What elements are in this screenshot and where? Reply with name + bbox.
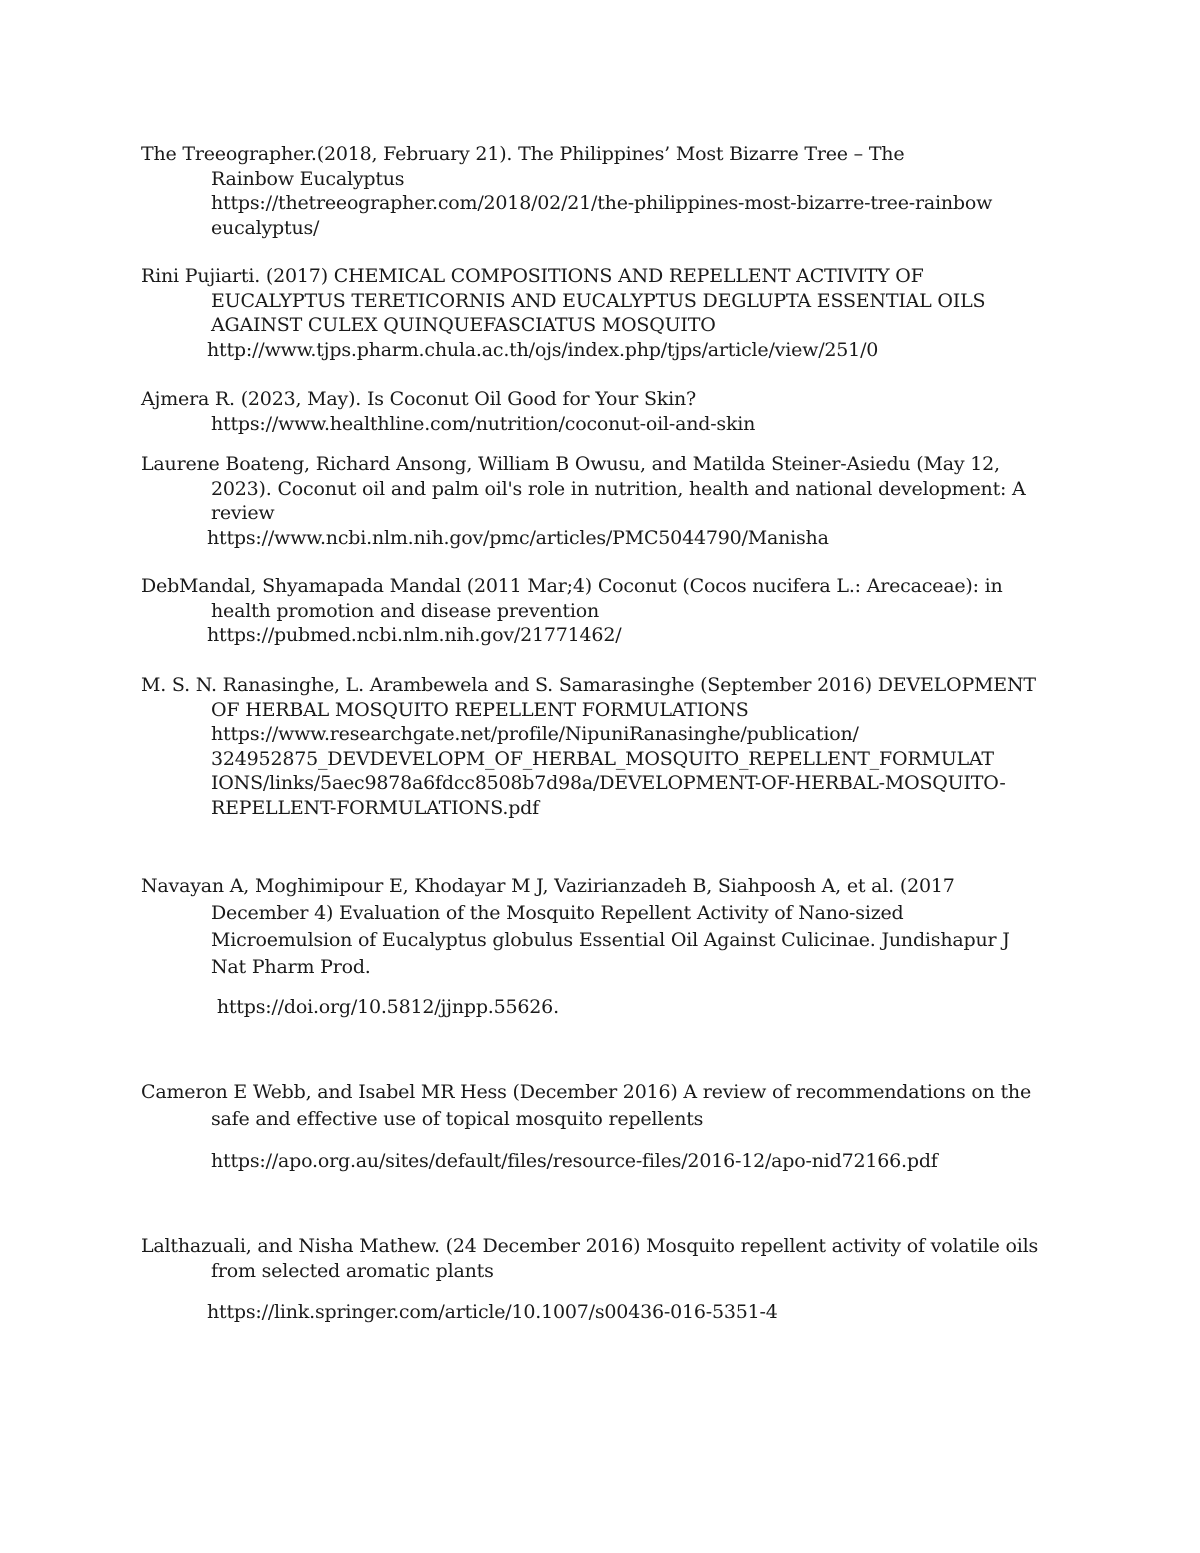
reference-url[interactable]: https://www.researchgate.net/profile/NipuniRanasinghe/publication/ — [211, 723, 859, 745]
reference-text-line: Lalthazuali, and Nisha Mathew. (24 December 2016) Mosquito repellent activity of volatile oils — [141, 1235, 1039, 1257]
reference-url[interactable]: https://link.springer.com/article/10.1007/s00436-016-5351-4 — [207, 1301, 778, 1323]
reference-entry — [141, 1234, 1061, 1325]
reference-text-line: Navayan A, Moghimipour E, Khodayar M J, Vazirianzadeh B, Siahpoosh A, et al. (2017 — [141, 875, 955, 897]
reference-url[interactable]: https://pubmed.ncbi.nlm.nih.gov/21771462/ — [207, 624, 622, 646]
reference-entry — [141, 142, 1061, 240]
reference-url[interactable]: REPELLENT-FORMULATIONS.pdf — [211, 796, 539, 819]
reference-text-line: OF HERBAL MOSQUITO REPELLENT FORMULATIONS — [211, 698, 749, 721]
reference-entry — [141, 264, 1061, 362]
reference-url[interactable]: 324952875_DEVDEVELOPM_OF_HERBAL_MOSQUITO_REPELLENT_FORMULAT — [211, 747, 994, 770]
reference-text-line: safe and effective use of topical mosquito repellents — [211, 1108, 704, 1130]
reference-text-line: Laurene Boateng, Richard Ansong, William B Owusu, and Matilda Steiner-Asiedu (May 12, — [141, 453, 1000, 475]
reference-url[interactable]: https://apo.org.au/sites/default/files/resource-files/2016-12/apo-nid72166.pdf — [211, 1150, 938, 1172]
reference-text-line: The Treeographer.(2018, February 21). The Philippines’ Most Bizarre Tree – The — [141, 143, 905, 165]
reference-text-line: Ajmera R. (2023, May). Is Coconut Oil Good for Your Skin? — [141, 388, 697, 410]
reference-text-line: Rini Pujiarti. (2017) CHEMICAL COMPOSITIONS AND REPELLENT ACTIVITY OF — [141, 265, 924, 287]
reference-text-line: 2023). Coconut oil and palm oil's role in nutrition, health and national development: A — [211, 477, 1026, 500]
reference-text-line: Rainbow Eucalyptus — [211, 167, 405, 190]
reference-text-line: M. S. N. Ranasinghe, L. Arambewela and S. Samarasinghe (September 2016) DEVELOPMENT — [141, 674, 1036, 696]
reference-text-line: EUCALYPTUS TERETICORNIS AND EUCALYPTUS DEGLUPTA ESSENTIAL OILS — [211, 289, 986, 312]
reference-text-line: December 4) Evaluation of the Mosquito Repellent Activity of Nano-sized — [211, 902, 904, 924]
reference-entry — [141, 574, 1061, 648]
reference-text-line: Nat Pharm Prod. — [211, 956, 371, 978]
reference-entry — [141, 873, 1061, 1020]
reference-entry — [141, 673, 1061, 820]
reference-entry — [141, 452, 1061, 550]
reference-text-line: health promotion and disease prevention — [211, 599, 600, 622]
reference-url[interactable]: https://doi.org/10.5812/jjnpp.55626. — [211, 996, 559, 1018]
reference-text-line: review — [211, 502, 275, 524]
reference-text-line: AGAINST CULEX QUINQUEFASCIATUS MOSQUITO — [211, 314, 716, 336]
reference-url[interactable]: https://www.ncbi.nlm.nih.gov/pmc/articles/PMC5044790/Manisha — [207, 526, 829, 549]
reference-url[interactable]: eucalyptus/ — [211, 216, 320, 239]
reference-text-line: Cameron E Webb, and Isabel MR Hess (December 2016) A review of recommendations on the — [141, 1081, 1031, 1103]
reference-text-line: DebMandal, Shyamapada Mandal (2011 Mar;4) Coconut (Cocos nucifera L.: Arecaceae): in — [141, 575, 1003, 597]
reference-entry — [141, 1079, 1061, 1174]
reference-url[interactable]: https://thetreeographer.com/2018/02/21/the-philippines-most-bizarre-tree-rainbow — [211, 192, 993, 214]
reference-url[interactable]: IONS/links/5aec9878a6fdcc8508b7d98a/DEVELOPMENT-OF-HERBAL-MOSQUITO- — [211, 772, 1006, 794]
reference-text-line: from selected aromatic plants — [211, 1259, 494, 1282]
reference-url[interactable]: http://www.tjps.pharm.chula.ac.th/ojs/index.php/tjps/article/view/251/0 — [207, 338, 879, 361]
reference-text-line: Microemulsion of Eucalyptus globulus Essential Oil Against Culicinae. Jundishapur J — [211, 929, 1010, 951]
reference-url[interactable]: https://www.healthline.com/nutrition/coconut-oil-and-skin — [211, 412, 756, 435]
reference-entry — [141, 387, 1061, 436]
